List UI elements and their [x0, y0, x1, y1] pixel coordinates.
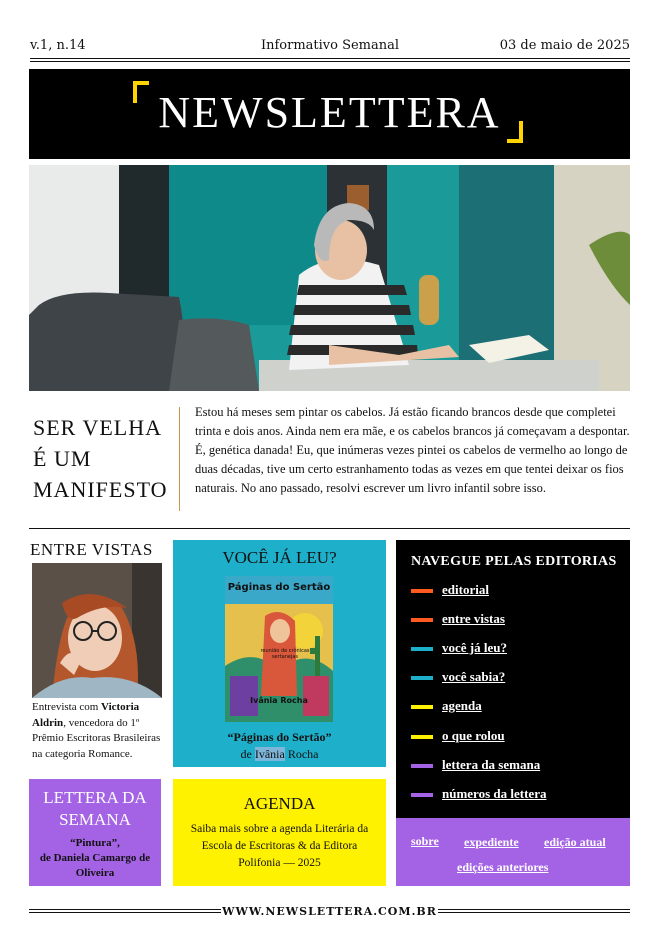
lettera-da-semana-box[interactable]: [29, 779, 161, 886]
issue-label: Informativo Semanal: [260, 38, 400, 53]
nav-color-bar: [411, 589, 433, 593]
voce-ja-leu-box: [173, 540, 386, 767]
lead-headline-line: SER VELHA: [33, 415, 162, 440]
issue-date: 03 de maio de 2025: [499, 38, 630, 53]
footer-url[interactable]: WWW.NEWSLETTERA.COM.BR: [222, 905, 437, 918]
nav-color-bar: [411, 676, 433, 680]
agenda-box[interactable]: [173, 779, 386, 886]
bracket-right-icon: [507, 121, 523, 143]
lead-headline-line: MANIFESTO: [33, 477, 168, 502]
nav-color-bar: [411, 618, 433, 622]
lead-divider: [179, 407, 180, 511]
book-caption-author: de Ivânia Rocha: [240, 747, 319, 761]
lead-headline-line: É UM: [33, 446, 92, 471]
interviewee-name: Victoria Aldrin: [32, 701, 140, 729]
link-sobre[interactable]: sobre: [411, 834, 439, 848]
book-caption-title: “Páginas do Sertão”: [227, 730, 332, 744]
agenda-title: AGENDA: [243, 794, 316, 813]
nav-footer-links: [396, 818, 630, 886]
book-cover[interactable]: [225, 576, 333, 722]
nav-color-bar: [411, 705, 433, 709]
lead-headline: [33, 412, 173, 505]
voce-ja-leu-title[interactable]: VOCÊ JÁ LEU?: [222, 548, 337, 567]
masthead-title: NEWSLETTERA: [158, 88, 501, 137]
nav-item-label[interactable]: entre vistas: [442, 611, 505, 626]
editorias-nav: [396, 540, 630, 818]
entre-vistas-text: Entrevista com Victoria Aldrin, vencedora do 1º Prêmio Escritoras Brasileiras na categoria Romance.: [32, 701, 161, 760]
agenda-text: Saiba mais sobre a agenda Literária da Escola de Escritoras & da Editora Polifonia — 2025: [190, 823, 369, 869]
lettera-da-semana-credit: “Pintura”, de Daniela Camargo de Oliveira: [39, 837, 151, 879]
nav-item-label[interactable]: editorial: [442, 582, 489, 597]
nav-item-label[interactable]: você já leu?: [442, 640, 507, 655]
nav-color-bar: [411, 764, 433, 768]
nav-color-bar: [411, 793, 433, 797]
lettera-da-semana-title: LETTERA DA SEMANA: [43, 788, 147, 829]
issue-volume: v.1, n.14: [30, 38, 86, 53]
issue-header: [30, 38, 630, 56]
page-footer: [29, 905, 630, 919]
nav-item-label[interactable]: você sabia?: [442, 669, 506, 684]
book-cover-title: Páginas do Sertão: [227, 582, 331, 593]
masthead: [29, 69, 630, 159]
link-edicao-atual[interactable]: edição atual: [544, 835, 606, 849]
book-cover-author: Ivânia Rocha: [250, 696, 308, 705]
nav-item-label[interactable]: lettera da semana: [442, 757, 541, 772]
nav-title: NAVEGUE PELAS EDITORIAS: [411, 554, 617, 569]
hero-image: [29, 165, 630, 391]
nav-item-label[interactable]: o que rolou: [442, 728, 505, 743]
link-edicoes-anteriores[interactable]: edições anteriores: [457, 860, 549, 874]
entre-vistas-title[interactable]: ENTRE VISTAS: [30, 540, 153, 559]
section-divider: [29, 528, 630, 529]
footer-line-right: [438, 909, 630, 913]
nav-item-label[interactable]: agenda: [442, 698, 482, 713]
nav-color-bar: [411, 735, 433, 739]
header-divider: [30, 58, 630, 62]
book-cover-subtitle: reunião de crônicas sertanejas: [260, 648, 310, 660]
link-expediente[interactable]: expediente: [464, 835, 519, 849]
nav-color-bar: [411, 647, 433, 651]
interview-portrait: [32, 563, 162, 698]
lead-body: Estou há meses sem pintar os cabelos. Já estão ficando brancos desde que completei trinta e dois anos. Ainda nem era mãe, e os cabelos brancos já começavam a despontar. É, genética danada! Eu, que inúmeras vezes pintei os cabelos de vermelho ao longo de duas décadas, tive um certo estranhamento todas as vezes em que tentei deixar os fios naturais. No ano passado, resolvi escrever um livro infantil sobre isso.: [195, 405, 630, 495]
nav-item-label[interactable]: números da lettera: [442, 786, 547, 801]
